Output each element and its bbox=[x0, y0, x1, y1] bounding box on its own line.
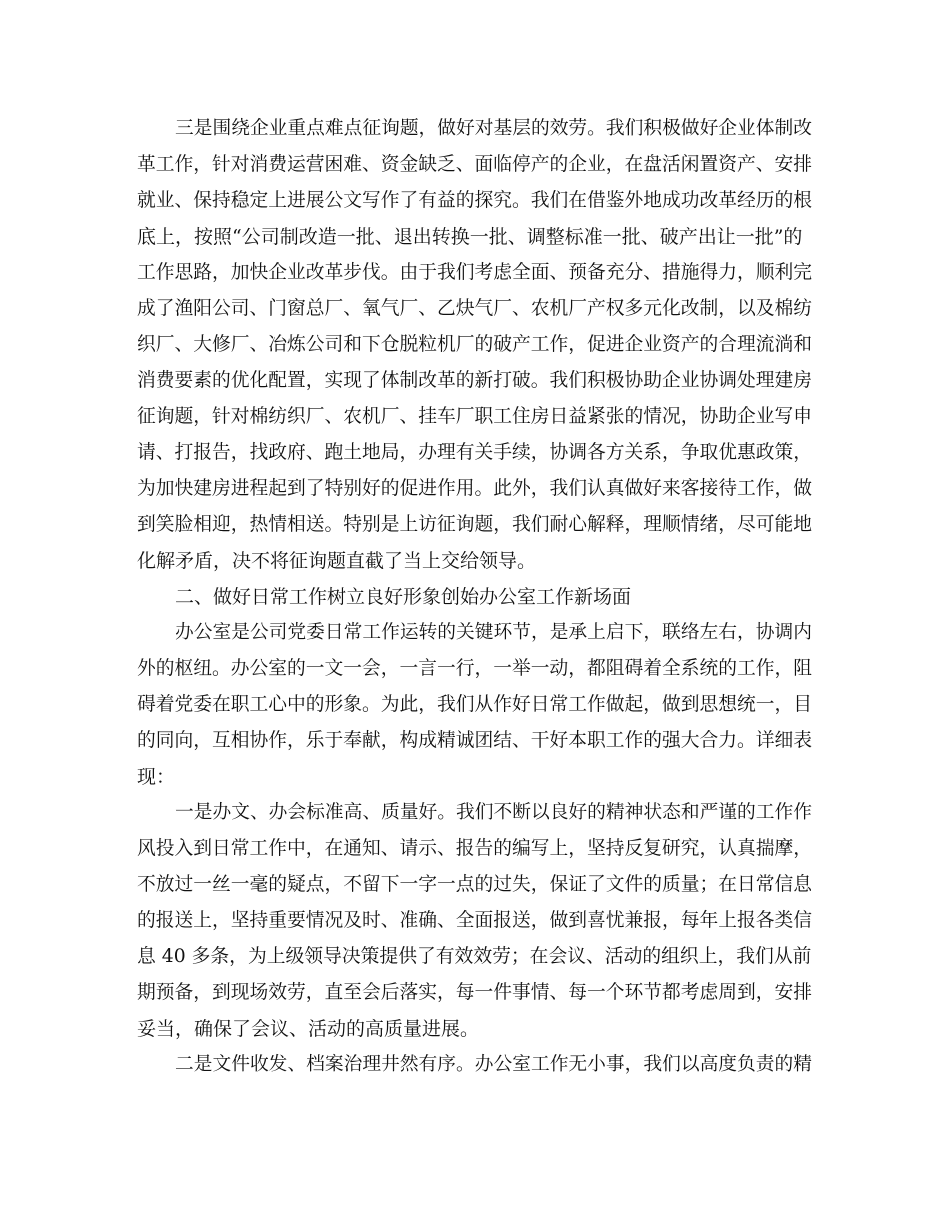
paragraph-line: 办公室是公司党委日常工作运转的关键环节，是承上启下，联络左右，协调内 bbox=[175, 622, 812, 643]
paragraph-line: 二是文件收发、档案治理井然有序。办公室工作无小事，我们以高度负责的精 bbox=[175, 1054, 812, 1075]
paragraph-line: 织厂、大修厂、冶炼公司和下仓脱粒机厂的破产工作，促进企业资产的合理流淌和 bbox=[137, 334, 812, 355]
paragraph-line: 工作思路，加快企业改革步伐。由于我们考虑全面、预备充分、措施得力，顺利完 bbox=[137, 262, 812, 283]
paragraph-line: 征询题，针对棉纺织厂、农机厂、挂车厂职工住房日益紧张的情况，协助企业写申 bbox=[137, 406, 812, 427]
paragraph-line: 底上，按照“公司制改造一批、退出转换一批、调整标准一批、破产出让一批”的 bbox=[137, 226, 803, 248]
paragraph-line: 消费要素的优化配置，实现了体制改革的新打破。我们积极协助企业协调处理建房 bbox=[137, 370, 812, 391]
paragraph-line: 革工作，针对消费运营困难、资金缺乏、面临停产的企业，在盘活闲置资产、安排 bbox=[137, 154, 812, 175]
paragraph-line: 碍着党委在职工心中的形象。为此，我们从作好日常工作做起，做到思想统一，目 bbox=[137, 694, 812, 715]
paragraph-line: 的同向，互相协作，乐于奉献，构成精诚团结、干好本职工作的强大合力。详细表 bbox=[137, 730, 812, 751]
paragraph-line: 化解矛盾，决不将征询题直截了当上交给领导。 bbox=[137, 550, 537, 572]
paragraph-line: 成了渔阳公司、门窗总厂、氧气厂、乙炔气厂、农机厂产权多元化改制，以及棉纺 bbox=[137, 298, 812, 319]
paragraph-line: 就业、保持稳定上进展公文写作了有益的探究。我们在借鉴外地成功改革经历的根 bbox=[137, 190, 812, 211]
paragraph-line: 风投入到日常工作中，在通知、请示、报告的编写上，坚持反复研究，认真揣摩， bbox=[137, 838, 812, 859]
paragraph-line: 期预备，到现场效劳，直至会后落实，每一件事情、每一个环节都考虑周到，安排 bbox=[137, 982, 812, 1003]
paragraph-line: 息 40 多条，为上级领导决策提供了有效效劳；在会议、活动的组织上，我们从前 bbox=[137, 946, 812, 967]
paragraph-line: 妥当，确保了会议、活动的高质量进展。 bbox=[137, 1018, 480, 1040]
paragraph-line: 不放过一丝一毫的疑点，不留下一字一点的过失，保证了文件的质量；在日常信息 bbox=[137, 874, 812, 895]
paragraph-line: 三是围绕企业重点难点征询题，做好对基层的效劳。我们积极做好企业体制改 bbox=[175, 118, 812, 139]
paragraph-line: 请、打报告，找政府、跑土地局，办理有关手续，协调各方关系，争取优惠政策， bbox=[137, 442, 812, 463]
paragraph-line: 为加快建房进程起到了特别好的促进作用。此外，我们认真做好来客接待工作，做 bbox=[137, 478, 812, 499]
section-heading: 二、做好日常工作树立良好形象创始办公室工作新场面 bbox=[175, 586, 632, 608]
paragraph-line: 一是办文、办会标准高、质量好。我们不断以良好的精神状态和严谨的工作作 bbox=[175, 802, 812, 823]
paragraph-line: 外的枢纽。办公室的一文一会，一言一行，一举一动，都阻碍着全系统的工作，阻 bbox=[137, 658, 812, 679]
paragraph-line: 现： bbox=[137, 766, 176, 788]
paragraph-line: 的报送上，坚持重要情况及时、准确、全面报送，做到喜忧兼报，每年上报各类信 bbox=[137, 910, 812, 931]
paragraph-line: 到笑脸相迎，热情相送。特别是上访征询题，我们耐心解释，理顺情绪，尽可能地 bbox=[137, 514, 812, 535]
